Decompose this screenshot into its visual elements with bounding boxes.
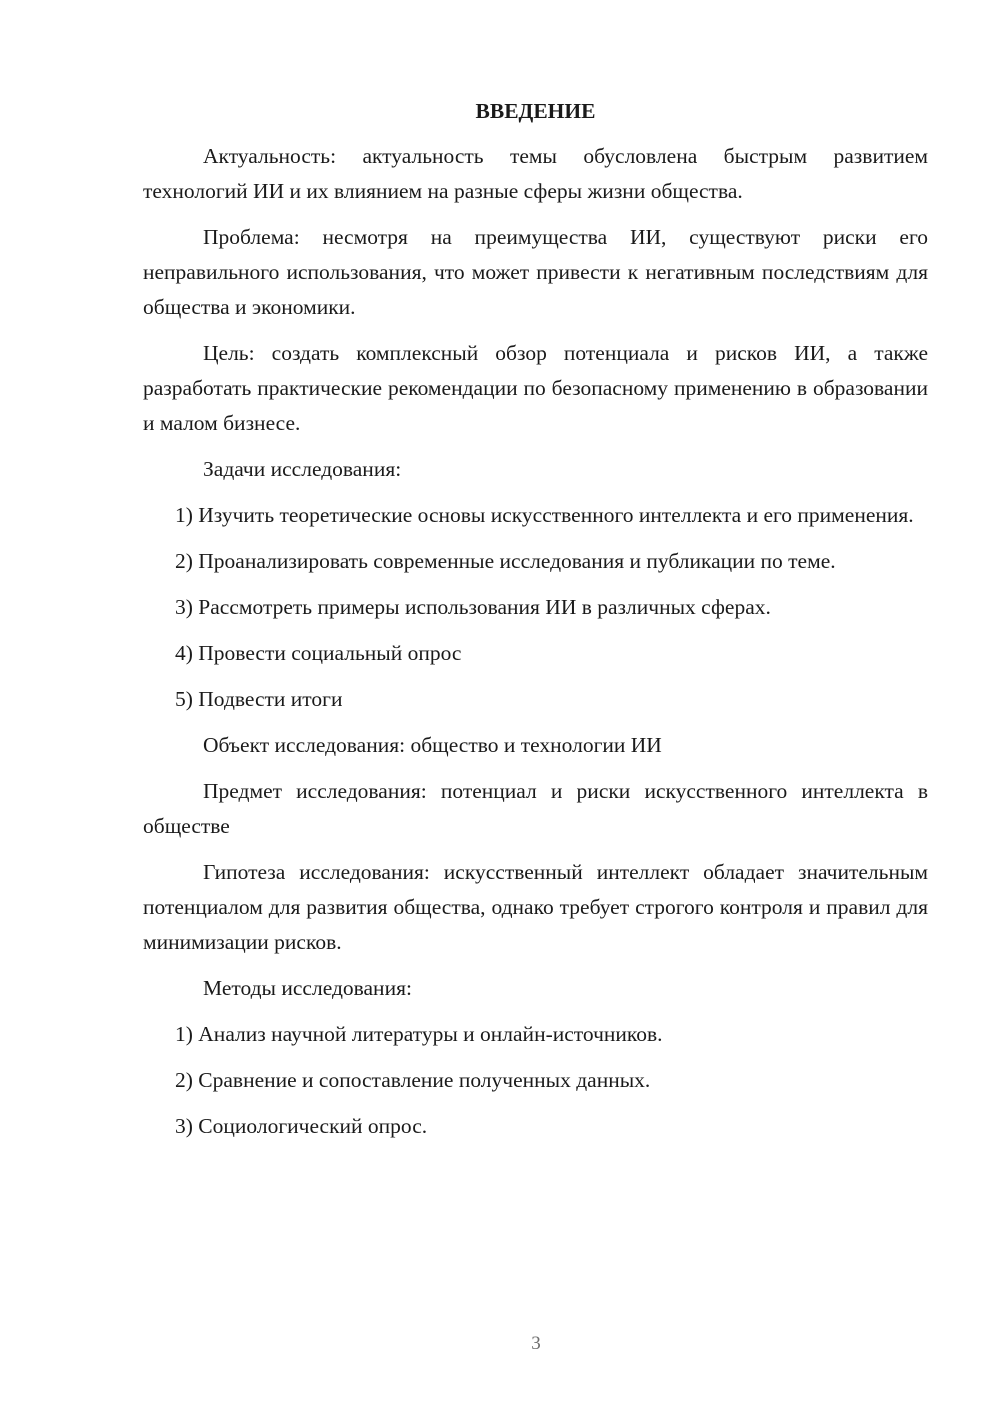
method-item: 2) Сравнение и сопоставление полученных данных. xyxy=(175,1068,651,1092)
hypothesis-paragraph: Гипотеза исследования: искусственный интеллект обладает значительным потенциалом для развития общества, однако требует строгого контроля и правил для минимизации рисков. xyxy=(143,860,928,954)
task-item: 4) Провести социальный опрос xyxy=(175,641,462,665)
methods-heading: Методы исследования: xyxy=(203,976,412,1000)
subject-paragraph: Предмет исследования: потенциал и риски искусственного интеллекта в обществе xyxy=(143,779,928,838)
document-page xyxy=(143,95,928,1155)
page-number: 3 xyxy=(531,1333,541,1354)
method-item: 1) Анализ научной литературы и онлайн-источников. xyxy=(175,1022,663,1046)
methods-list xyxy=(143,1017,928,1144)
task-item: 5) Подвести итоги xyxy=(175,687,343,711)
method-item: 3) Социологический опрос. xyxy=(175,1114,428,1138)
tasks-heading: Задачи исследования: xyxy=(203,457,402,481)
task-item: 2) Проанализировать современные исследования и публикации по теме. xyxy=(175,549,836,573)
tasks-list xyxy=(143,498,928,717)
object-paragraph: Объект исследования: общество и технологии ИИ xyxy=(203,733,662,757)
problem-paragraph: Проблема: несмотря на преимущества ИИ, существуют риски его неправильного использования, что может привести к негативным последствиям для общества и экономики. xyxy=(143,225,928,319)
relevance-paragraph: Актуальность: актуальность темы обусловлена быстрым развитием технологий ИИ и их влиянием на разные сферы жизни общества. xyxy=(143,144,928,203)
task-item: 3) Рассмотреть примеры использования ИИ в различных сферах. xyxy=(175,595,771,619)
goal-paragraph: Цель: создать комплексный обзор потенциала и рисков ИИ, а также разработать практические рекомендации по безопасному применению в образовании и малом бизнесе. xyxy=(143,341,928,435)
task-item: 1) Изучить теоретические основы искусственного интеллекта и его применения. xyxy=(175,503,914,527)
section-title: ВВЕДЕНИЕ xyxy=(475,99,596,123)
